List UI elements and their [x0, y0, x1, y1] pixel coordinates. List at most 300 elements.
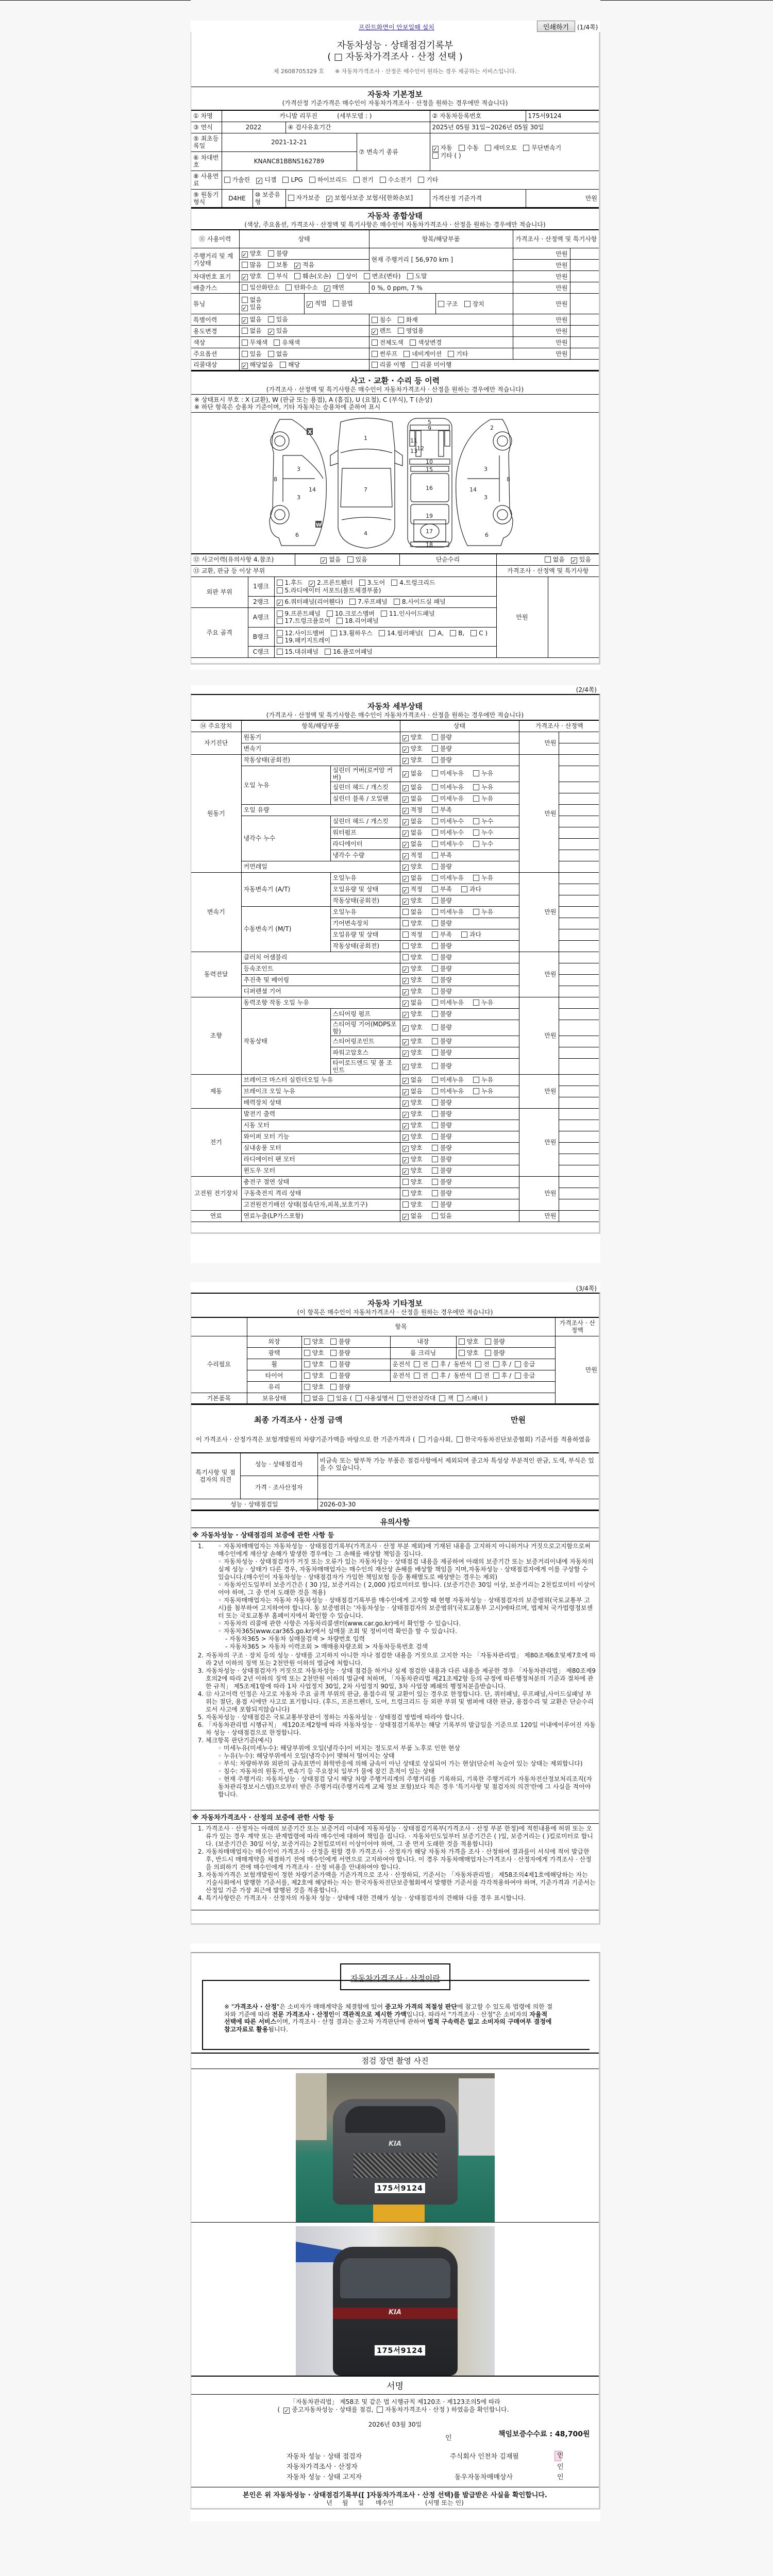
option-label: 적정: [410, 851, 423, 859]
page-number: (3/4쪽): [576, 1285, 597, 1292]
checkbox-icon: [356, 1395, 362, 1401]
checkbox-icon: [432, 1213, 438, 1219]
checked-checkbox-icon: ✓: [307, 301, 312, 308]
option: [402, 745, 425, 753]
option: [402, 795, 425, 803]
part-number-label: 19: [426, 513, 433, 519]
option: [429, 630, 446, 637]
section-note: (이 항목은 매수인이 자동차가격조사 · 산정을 원하는 경우에만 적습니다): [297, 1309, 493, 1316]
status-options: [456, 1336, 555, 1347]
confirm-statement: [191, 2405, 599, 2414]
option: [464, 300, 486, 308]
buyer-signature-line: 년 월 일 매수인 (서명 또는 인): [326, 2499, 464, 2506]
option-label: 없음: [410, 908, 423, 916]
option: [473, 840, 495, 848]
about-text: [224, 2003, 554, 2033]
checkbox-icon: [418, 177, 424, 183]
option-label: 사용설명서: [364, 1394, 394, 1402]
option: [493, 1372, 513, 1379]
checkbox-icon: [274, 340, 280, 346]
item-label: 타이어: [247, 1370, 301, 1381]
checkbox-icon: [402, 931, 409, 938]
option-label: 18.리어패널: [345, 617, 379, 624]
option-label: B,: [458, 629, 465, 637]
option-label: 리콜 미이행: [419, 361, 452, 368]
status-options: [400, 743, 519, 754]
option: [402, 1133, 425, 1141]
checkbox-icon: [268, 250, 274, 257]
status-options: [400, 732, 519, 743]
row-label: 성능 · 상태점검일: [191, 1499, 317, 1511]
basic-info-table: [191, 110, 599, 209]
checkbox-icon: [432, 745, 438, 752]
license-plate: 175서9124: [374, 2182, 426, 2194]
part-number-label: 3: [484, 494, 488, 501]
part-number-label: 3: [297, 494, 300, 501]
option-label: 양호: [410, 1037, 423, 1045]
option-label: 미세누유: [440, 1087, 464, 1095]
price-cell: 만원: [513, 326, 570, 337]
brand-logo: KIA: [389, 2309, 401, 2316]
special-note-cell: [559, 1120, 599, 1131]
option-label: 기술사회,: [427, 1435, 453, 1443]
status-options: [301, 1336, 390, 1347]
option-label: 과다: [469, 931, 482, 938]
option-label: 없음: [410, 817, 423, 825]
special-note-cell: [559, 952, 599, 963]
option: [379, 630, 425, 637]
checkbox-icon: [432, 1063, 438, 1069]
notice-bullet: ◦ 자동차매매업자는 자동차 자동차성능 · 상태점검기록부를 매수인에게 고지할 때 현행 자동차성능 · 상태점검자의 보증범위(국토교통부 고시)를 첨부하여 고지하여야 합니다. 동 보증범위는 '자동차성능 · 상태점검자의 보증범위'(국토교통부 고시)에따르며, 법제처 국가법령정보센터 또는 국토교통부 홈페이지에서 확인할 수 있습니다.: [218, 1597, 596, 1620]
option-label: 양호: [312, 1361, 324, 1368]
option: [459, 1338, 481, 1345]
status-options: [239, 294, 304, 314]
table-row: [191, 952, 599, 963]
option-label: 불량: [493, 1349, 505, 1357]
checkbox-icon: [432, 863, 438, 870]
checkbox-icon: [473, 818, 479, 824]
option-label: 부족: [440, 931, 452, 938]
option: [304, 1338, 326, 1345]
status-options: [400, 963, 519, 974]
group-label: 자기진단: [191, 732, 241, 754]
special-note-cell: [559, 1210, 599, 1222]
option: [277, 617, 333, 624]
option: [242, 339, 270, 346]
checked-checkbox-icon: ✓: [242, 251, 247, 258]
inspection-photo-rear: [296, 2226, 495, 2376]
option-label: 리콜 이행: [379, 361, 406, 368]
checkbox-icon: [432, 734, 438, 740]
option: [268, 327, 290, 335]
checkbox-icon: [242, 328, 248, 334]
notice-section-1: [191, 1543, 599, 1810]
option-label: 양호: [312, 1338, 324, 1345]
checked-checkbox-icon: ✓: [242, 317, 247, 324]
item-label: 작동상태: [241, 1008, 330, 1074]
option-label: 미세누수: [440, 817, 464, 825]
option-label: 가솔린: [232, 176, 250, 183]
option: [432, 829, 466, 836]
option: [402, 1024, 425, 1031]
option: [372, 316, 394, 324]
status-options: [400, 1188, 519, 1199]
item-label: 오일 유량: [241, 804, 400, 816]
checked-checkbox-icon: ✓: [325, 285, 330, 292]
checkbox-icon: [242, 297, 248, 303]
special-note-cell: [559, 895, 599, 906]
checkbox-icon: [349, 599, 356, 605]
option: [475, 1372, 492, 1379]
option: [224, 176, 253, 183]
table-row: [191, 732, 599, 743]
tuning-legal-options: [304, 294, 435, 314]
signer-role: 자동차 성능 · 상태 고지자: [287, 2473, 362, 2481]
option-label: 탄화수소: [294, 284, 318, 291]
emphasis-text: 중고차 가격의 적절성 판단: [384, 2003, 457, 2010]
group-label: 주요 골격: [191, 607, 248, 657]
part-number-label: 12: [417, 445, 424, 452]
checked-checkbox-icon: ✓: [277, 599, 282, 606]
group-label: 기본품목: [191, 1393, 247, 1404]
row-label: ⑫ 사고이력(유의사항 4.참조): [191, 554, 295, 565]
option-label: 전: [422, 1361, 428, 1368]
option: [432, 999, 466, 1006]
checkbox-icon: [419, 1436, 425, 1443]
checked-checkbox-icon: ✓: [402, 1077, 408, 1084]
option: [432, 1122, 454, 1129]
checked-checkbox-icon: ✓: [295, 263, 300, 269]
option: [523, 144, 563, 151]
option-label: 적정: [410, 806, 423, 814]
option-label: 부족: [440, 851, 452, 859]
special-note-cell: [559, 872, 599, 884]
option-label: 13.휠하우스: [339, 629, 373, 637]
tuning-kind-options: [435, 294, 513, 314]
option: [330, 1338, 352, 1345]
text: "은 소비자가 매매계약을 체결함에 있어: [276, 2003, 385, 2010]
option: [391, 579, 437, 586]
option-label: 7.루프패널: [358, 598, 388, 605]
option: [432, 818, 466, 825]
option: [402, 1190, 425, 1197]
option-label: 6.쿼터패널(리어휀다): [284, 598, 344, 605]
checkbox-icon: [432, 1361, 438, 1367]
option-label: 있음 (: [335, 1394, 352, 1402]
emphasis-text: 전문 가격조사 · 산정인: [272, 2010, 335, 2018]
option-label: 수동: [466, 144, 479, 151]
license-plate: 175서9124: [374, 2345, 426, 2356]
special-note-cell: [559, 782, 599, 793]
option-label: 해당: [288, 361, 300, 368]
special-note-cell: [559, 838, 599, 850]
option: [359, 579, 388, 586]
part-number-label: 5: [428, 419, 431, 426]
option-label: 불량: [440, 1132, 452, 1140]
row-label: 색상: [191, 337, 239, 348]
row-label: ⑬ 교환, 판금 등 이상 부위: [191, 565, 496, 577]
page-number: (2/4쪽): [576, 686, 597, 693]
option: [256, 176, 278, 184]
checkbox-icon: [432, 1190, 438, 1196]
option: [372, 350, 400, 358]
option: [304, 1361, 326, 1368]
checkbox-icon: [304, 1338, 310, 1345]
notice-item: 3. 자동차성능 · 상태점검자가 거짓으로 자동차성능 · 상태 점검을 하거나 실제 점검한 내용과 다른 내용을 제공한 경우 「자동차관리법」 제80조제9호의2에 따라 2년 이하의 징역 또는 2천만원 이하의 벌금에 처하며, 「자동차관리법 제21조제2항 등의 규정에 따른행정처분의 기준과 절차에 관한 규칙」 제5조제1항에 따라 1차 사업정지 30일, 2차 사업정지 90일, 3차 사업장 폐쇄의 행정처분을받습니다.: [206, 1667, 596, 1690]
item-label: 내장: [390, 1336, 456, 1347]
option-label: 불량: [440, 1110, 452, 1117]
option-label: 있음: [276, 316, 288, 323]
checked-checkbox-icon: ✓: [402, 1157, 408, 1164]
checked-checkbox-icon: ✓: [402, 1123, 408, 1130]
signature-date: 2026년 03월 30일: [368, 2421, 422, 2428]
checked-checkbox-icon: ✓: [327, 196, 332, 202]
checked-checkbox-icon: ✓: [402, 887, 408, 894]
checked-checkbox-icon: ✓: [257, 177, 262, 184]
column-header: ⑪ 사용이력: [191, 230, 239, 248]
emission-values: 0 %, 0 ppm, 7 %: [369, 282, 513, 294]
option: [242, 284, 282, 291]
option: [393, 1372, 413, 1379]
checkbox-icon: [372, 340, 378, 346]
notice-title: 유의사항: [380, 1517, 410, 1527]
notice-bullet: ◦ 자동차인도일부터 보증기간은 ( 30 )일, 보증거리는 ( 2,000 )킬로미터로 합니다. (보증기간은 30일 이상, 보증거리는 2천킬로미터 이상이어야 하며, 그 중 먼저 도래한 것을 적용): [218, 1581, 596, 1597]
part-number-label: 16: [426, 485, 433, 492]
text: 에 참고할 수 있도록 법령에 의한 절차와 기준에 따라: [224, 2003, 553, 2018]
group-label: 수리필요: [191, 1336, 247, 1393]
option: [304, 1395, 326, 1402]
option: [333, 300, 355, 307]
column-header: 항목/해당부품: [241, 720, 400, 732]
checkbox-icon: [457, 1436, 463, 1443]
price-cell: 만원: [513, 271, 570, 282]
option: [402, 1167, 425, 1175]
price-cell: 만원: [513, 337, 570, 348]
checkbox-icon: [331, 630, 337, 636]
checkbox-icon: [359, 580, 365, 586]
checkbox-icon: [459, 145, 465, 151]
checkbox-icon: [432, 757, 438, 763]
item-label: 룸 크리닝: [390, 1347, 456, 1359]
option: [432, 1167, 454, 1174]
notice-item: 1. 가격조사 · 산정자는 아래의 보증기간 또는 보증거리 이내에 자동차성능 · 상태점검기록부(가격조사 · 산정 부분 한정)에 적힌내용에 허위 또는 오류가 있는 경우 계약 또는 관계법령에 따라 매수인에 대하여 책임을 집니다. · 자동차인도일부터 보증기간은 ( )일, 보증거리는 ( )킬로미터로 합니다. (보증기간은 30일 이상, 보증거리는 2천킬로미터 이상이어야 하며, 그 중 먼저 도래한 것을 적용합니다): [206, 1825, 596, 1848]
notice-item: 2. 자동차매매업자는 매수인이 가격조사 · 산정을 원할 경우 가격조사 · 산정자가 해당 자동차 가격을 조사 · 산정하여 결과를이 서식에 적어 발급한 후, 반드시 매매계약을 체결하기 전에 매수인에게 서면으로 고지하여야 합니다. 이 경우 자동차매매업자는가격조사 · 산정자에게 가격조사 · 산정을 의뢰하기 전에 매수인에게 가격조사 · 산정 비용을 안내하여야 합니다.: [206, 1848, 596, 1871]
option: [242, 250, 264, 258]
checkbox-icon: [432, 897, 438, 904]
price-select-checkbox-icon: □: [334, 52, 343, 62]
section-title-basic: 자동차 기본정보: [367, 90, 423, 99]
option-label: 있음: [249, 303, 262, 311]
row-label: 단순수리: [399, 554, 496, 565]
option: [402, 756, 425, 764]
notice-bullet: ◦ 미세누유(미세누수): 해당부위에 오일(냉각수)이 비치는 정도로서 부품 노후로 인한 현상: [218, 1744, 596, 1752]
option: [402, 920, 425, 927]
checkbox-icon: [381, 611, 387, 617]
option: [242, 303, 264, 311]
notice-item: 4. ⑫ 사고이력 인정은 사고로 자동차 주요 골격 부위의 판금, 용접수리 및 교환이 있는 경우로 한정합니다. 단, 쿼터패널, 루프패널,사이드실패널 부위는 절단, 용접 시에만 사고로 표기합니다. (후드, 프론트펜더, 도어, 트렁크리드 등 외판 부위 및 범퍼에 대한 판금, 용접수리 및 교환은 단순수리로서 사고에 포함되지않습니다): [206, 1690, 596, 1714]
sub-item-label: 냉각수 수량: [330, 850, 400, 861]
item-label: 휠: [247, 1359, 301, 1370]
checkbox-icon: [330, 1361, 337, 1367]
option-label: 기타: [426, 176, 439, 183]
option: [381, 610, 437, 617]
option: [402, 1038, 425, 1045]
option-label: 기타 ( ): [440, 152, 461, 159]
part-number-label: 8: [274, 476, 277, 483]
option: [372, 327, 394, 335]
checkbox-icon: [432, 999, 438, 1006]
print-install-link[interactable]: 프린트화면이 안보일때 설치: [359, 24, 434, 31]
option-label: 없음: [410, 840, 423, 848]
item-label: 등속조인트: [241, 963, 400, 974]
option-label: 양호: [410, 862, 423, 870]
signer-role: 자동차가격조사 · 산정자: [287, 2463, 358, 2471]
signer-seal: 인: [557, 2463, 564, 2471]
checkbox-icon: [330, 1384, 337, 1390]
option: [398, 316, 420, 324]
page-3: [191, 1293, 600, 1925]
option-label: 있음: [440, 1212, 452, 1219]
checkbox-icon: [338, 273, 344, 279]
option-label: 수소전기: [388, 176, 412, 183]
option: [294, 273, 333, 280]
option-label: 양호: [249, 273, 262, 280]
option-label: 후 /: [440, 1361, 450, 1368]
checkbox-icon: [337, 618, 343, 624]
option: [545, 556, 567, 563]
sub-item-label: 오일유량 및 상태: [330, 929, 400, 940]
option: [432, 734, 454, 741]
option: [402, 1201, 425, 1208]
status-options: [400, 1154, 519, 1165]
option-label: 전기: [361, 176, 374, 183]
option: [402, 908, 425, 916]
checked-checkbox-icon: ✓: [321, 557, 326, 564]
notice-item: [206, 1543, 596, 1651]
status-options: [400, 872, 519, 884]
row-label: 리콜대상: [191, 360, 239, 371]
text: 이며, 가격조사 · 산정 결과는 중고차 가격판단에 관하여: [276, 2018, 428, 2025]
option: [432, 874, 466, 882]
part-number-label: 10: [426, 459, 433, 465]
item-label: 동력조향 작동 오일 누유: [241, 997, 400, 1008]
checkbox-icon: [432, 954, 438, 960]
sub-item-label: 스티어링조인트: [330, 1036, 400, 1047]
status-options: [400, 952, 519, 963]
checkbox-icon: [354, 177, 360, 183]
group-label: 원동기: [191, 754, 241, 872]
option: [432, 1201, 454, 1208]
checked-checkbox-icon: ✓: [402, 807, 408, 815]
option: [278, 2406, 282, 2413]
part-number-label: 3: [484, 466, 488, 472]
special-note-cell: [559, 804, 599, 816]
document-subtitle: ( □ 자동차가격조사 · 산정 선택 ): [327, 52, 463, 62]
option: [432, 152, 463, 159]
group-label: 조향: [191, 997, 241, 1074]
part-number-label: 1: [364, 435, 367, 442]
option: [349, 598, 390, 605]
special-note-cell: [559, 816, 599, 827]
checkbox-icon: [515, 1372, 521, 1379]
checked-checkbox-icon: ✓: [402, 898, 408, 905]
checkbox-icon: [432, 1011, 438, 1017]
option: [282, 176, 305, 183]
checked-checkbox-icon: ✓: [402, 977, 408, 985]
option-label: 있음: [276, 327, 288, 334]
checkbox-icon: [372, 317, 378, 323]
option: [432, 886, 454, 893]
option: [432, 1099, 454, 1106]
option-label: 적정: [410, 885, 423, 893]
photos-title: 점검 장면 촬영 사진: [361, 2056, 429, 2065]
part-number-label: 11: [410, 437, 417, 444]
group-label: 전기: [191, 1108, 241, 1176]
sub-item-label: 기어변속장치: [330, 918, 400, 929]
print-button[interactable]: 인쇄하기: [537, 21, 575, 32]
option: [485, 144, 519, 151]
item-options: [369, 326, 513, 337]
column-header: 상태: [400, 720, 519, 732]
option-label: 불량: [440, 1098, 452, 1106]
label: ② 자동차등록번호: [430, 110, 526, 122]
group-label: 제동: [191, 1074, 241, 1108]
option: [404, 350, 444, 358]
option-label: 누수: [481, 817, 494, 825]
brand-logo: KIA: [389, 2140, 401, 2148]
checked-checkbox-icon: ✓: [402, 796, 408, 803]
checked-checkbox-icon: ✓: [242, 274, 247, 281]
checkbox-icon: [377, 2406, 383, 2413]
notice-bullet: ◦ 현재 주행거리: 자동차성능 · 상태점검 당시 해당 차량 주행거리계의 주행거리를 기록하되, 기록한 주행거리가 자동차전산정보처리조직(자동차관리정보시스템)으로부터 받은 주행거리(주행거리계 교체 정보 포함)보다 적은 경우 '특기사항 및 점검자의 의견'란에 그 사실을 적어야 합니다.: [218, 1775, 596, 1799]
option: [453, 1361, 474, 1368]
option-label: 해당없음: [249, 361, 274, 368]
status-options: [239, 282, 369, 294]
option-label: 없음: [410, 828, 423, 836]
option-label: 불량: [440, 1201, 452, 1208]
option: [268, 250, 290, 257]
option-label: 누수: [481, 840, 494, 848]
special-note-cell: [559, 1097, 599, 1108]
option-label: 없음: [249, 327, 262, 334]
option-label: 화재: [406, 316, 418, 324]
option-label: 양호: [410, 1062, 423, 1070]
option-label: 없음: [329, 555, 341, 563]
option-label: 양호: [410, 756, 423, 764]
option-label: 부족: [440, 806, 452, 814]
option: [274, 339, 302, 346]
checked-checkbox-icon: ✓: [402, 1039, 408, 1046]
registration-number: 175서9124: [526, 110, 599, 122]
appraiser-opinion: [317, 1476, 599, 1499]
option-label: 양호: [410, 1010, 423, 1018]
document-number-line: [191, 67, 599, 75]
checked-checkbox-icon: ✓: [402, 1145, 408, 1153]
option-label: 불량: [440, 1037, 452, 1045]
option: [485, 1349, 507, 1357]
checkbox-icon: [304, 1372, 310, 1379]
checkbox-icon: [380, 177, 386, 183]
checkbox-icon: [485, 1338, 491, 1345]
signer-name: 동우자동차매매상사: [455, 2473, 513, 2481]
checkbox-icon: [545, 556, 551, 563]
status-options: [239, 314, 369, 326]
rank-label: 2랭크: [248, 596, 274, 607]
car-rear-image: [333, 2247, 458, 2376]
checkbox-icon: [398, 317, 404, 323]
signer-seal: 인: [557, 2473, 564, 2481]
price-cell: 만원: [519, 732, 559, 754]
